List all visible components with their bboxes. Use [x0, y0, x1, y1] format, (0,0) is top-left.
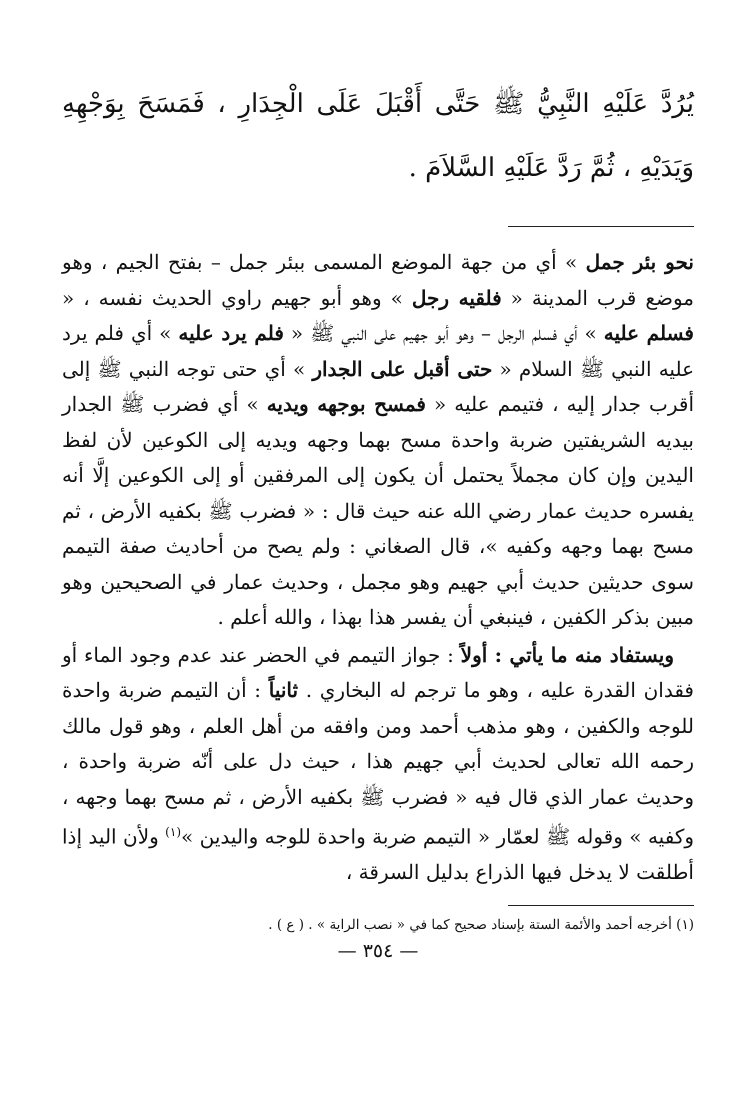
quoted-phrase: ويستفاد منه ما يأتي : أولاً [460, 642, 674, 667]
page-number: — ٣٥٤ — [337, 939, 419, 962]
footnote-separator [508, 905, 694, 906]
quoted-phrase: فسلم عليه [603, 321, 694, 345]
commentary-text: : جواز التيمم في الحضر عند عدم وجود الماء أو فقدان القدرة عليه ، وهو ما ترجم له البخاري . [62, 642, 694, 702]
commentary-text: » أي فلم يرد عليه النبي ﷺ السلام « [62, 321, 695, 381]
quoted-phrase: حتى أقبل على الجدار [312, 356, 493, 381]
page-body [62, 72, 694, 962]
quoted-phrase: فلم يرد عليه [178, 321, 284, 345]
commentary-text: » أي فسلم الرجل – وهو أبو جهيم على النبي ﷺ « [283, 321, 604, 345]
quoted-phrase: فمسح بوجهه ويديه [266, 392, 426, 416]
hadith-text: يُرُدَّ عَلَيْهِ النَّبِيُّ ﷺ حَتَّى أَقْبَلَ عَلَى الْجِدَارِ ، فَمَسَحَ بِوَجْهِهِ وَيَدَيْهِ ، ثُمَّ رَدَّ عَلَيْهِ السَّلاَمَ . [62, 89, 695, 183]
quoted-phrase: ثانياً [268, 678, 299, 702]
separator-line [508, 226, 694, 227]
commentary-text: » وهو أبو جهيم راوي الحديث نفسه ، « [62, 285, 412, 310]
quoted-phrase: نحو بئر جمل [585, 250, 694, 274]
commentary-paragraph-1 [62, 245, 694, 636]
commentary-paragraph-2 [62, 638, 694, 891]
footnote-reference[interactable]: (١) [165, 825, 181, 839]
quoted-phrase: فلقيه رجل [411, 285, 502, 310]
footnote: (١) أخرجه أحمد والأئمة الستة بإسناد صحيح كما في « نصب الراية » . ( ع ) . [268, 916, 694, 933]
commentary-text: : أن التيمم ضربة واحدة للوجه والكفين ، وهو مذهب أحمد ومن وافقه من أهل العلم ، وهو قول مالك رحمه الله تعالى لحديث أبي جهيم هذا ، حيث دل على أنّه ضربة واحدة ، وحديث عمار الذي قال فيه « فضرب ﷺ بكفيه الأرض ، ثم مسح بهما وجهه ، وكفيه » وقوله ﷺ لعمّار « التيمم ضربة واحدة للوجه واليدين » [62, 678, 695, 849]
commentary-text: ولأن اليد إذا أطلقت لا يدخل فيها الذراع بدليل السرقة ، [62, 824, 694, 885]
commentary-text: » أي فضرب ﷺ الجدار بيديه الشريفتين ضربة واحدة مسح بهما وجهه ويديه إلى الكوعين لأن لفظ اليدين وإن كان مجملاً يحتمل أن يكون إلى المرفقين أو إلى الكوعين إلَّا أنه يفسره حديث عمار رضي الله عنه حيث قال : « فضرب ﷺ بكفيه الأرض ، ثم مسح بهما وجهه وكفيه »، قال الصغاني : ولم يصح من أحاديث صفة التيمم سوى حديثين حديث أبي جهيم وهو مجمل ، وحديث عمار في الصحيحين وهو مبين بذكر الكفين ، فينبغي أن يفسر هذا بهذا ، والله أعلم . [62, 392, 694, 629]
commentary-text: » أي حتى توجه النبي ﷺ إلى أقرب جدار إليه ، فتيمم عليه « [62, 356, 695, 416]
commentary-text: » أي من جهة الموضع المسمى ببئر جمل – بفتح الجيم ، وهو موضع قرب المدينة « [62, 250, 695, 310]
